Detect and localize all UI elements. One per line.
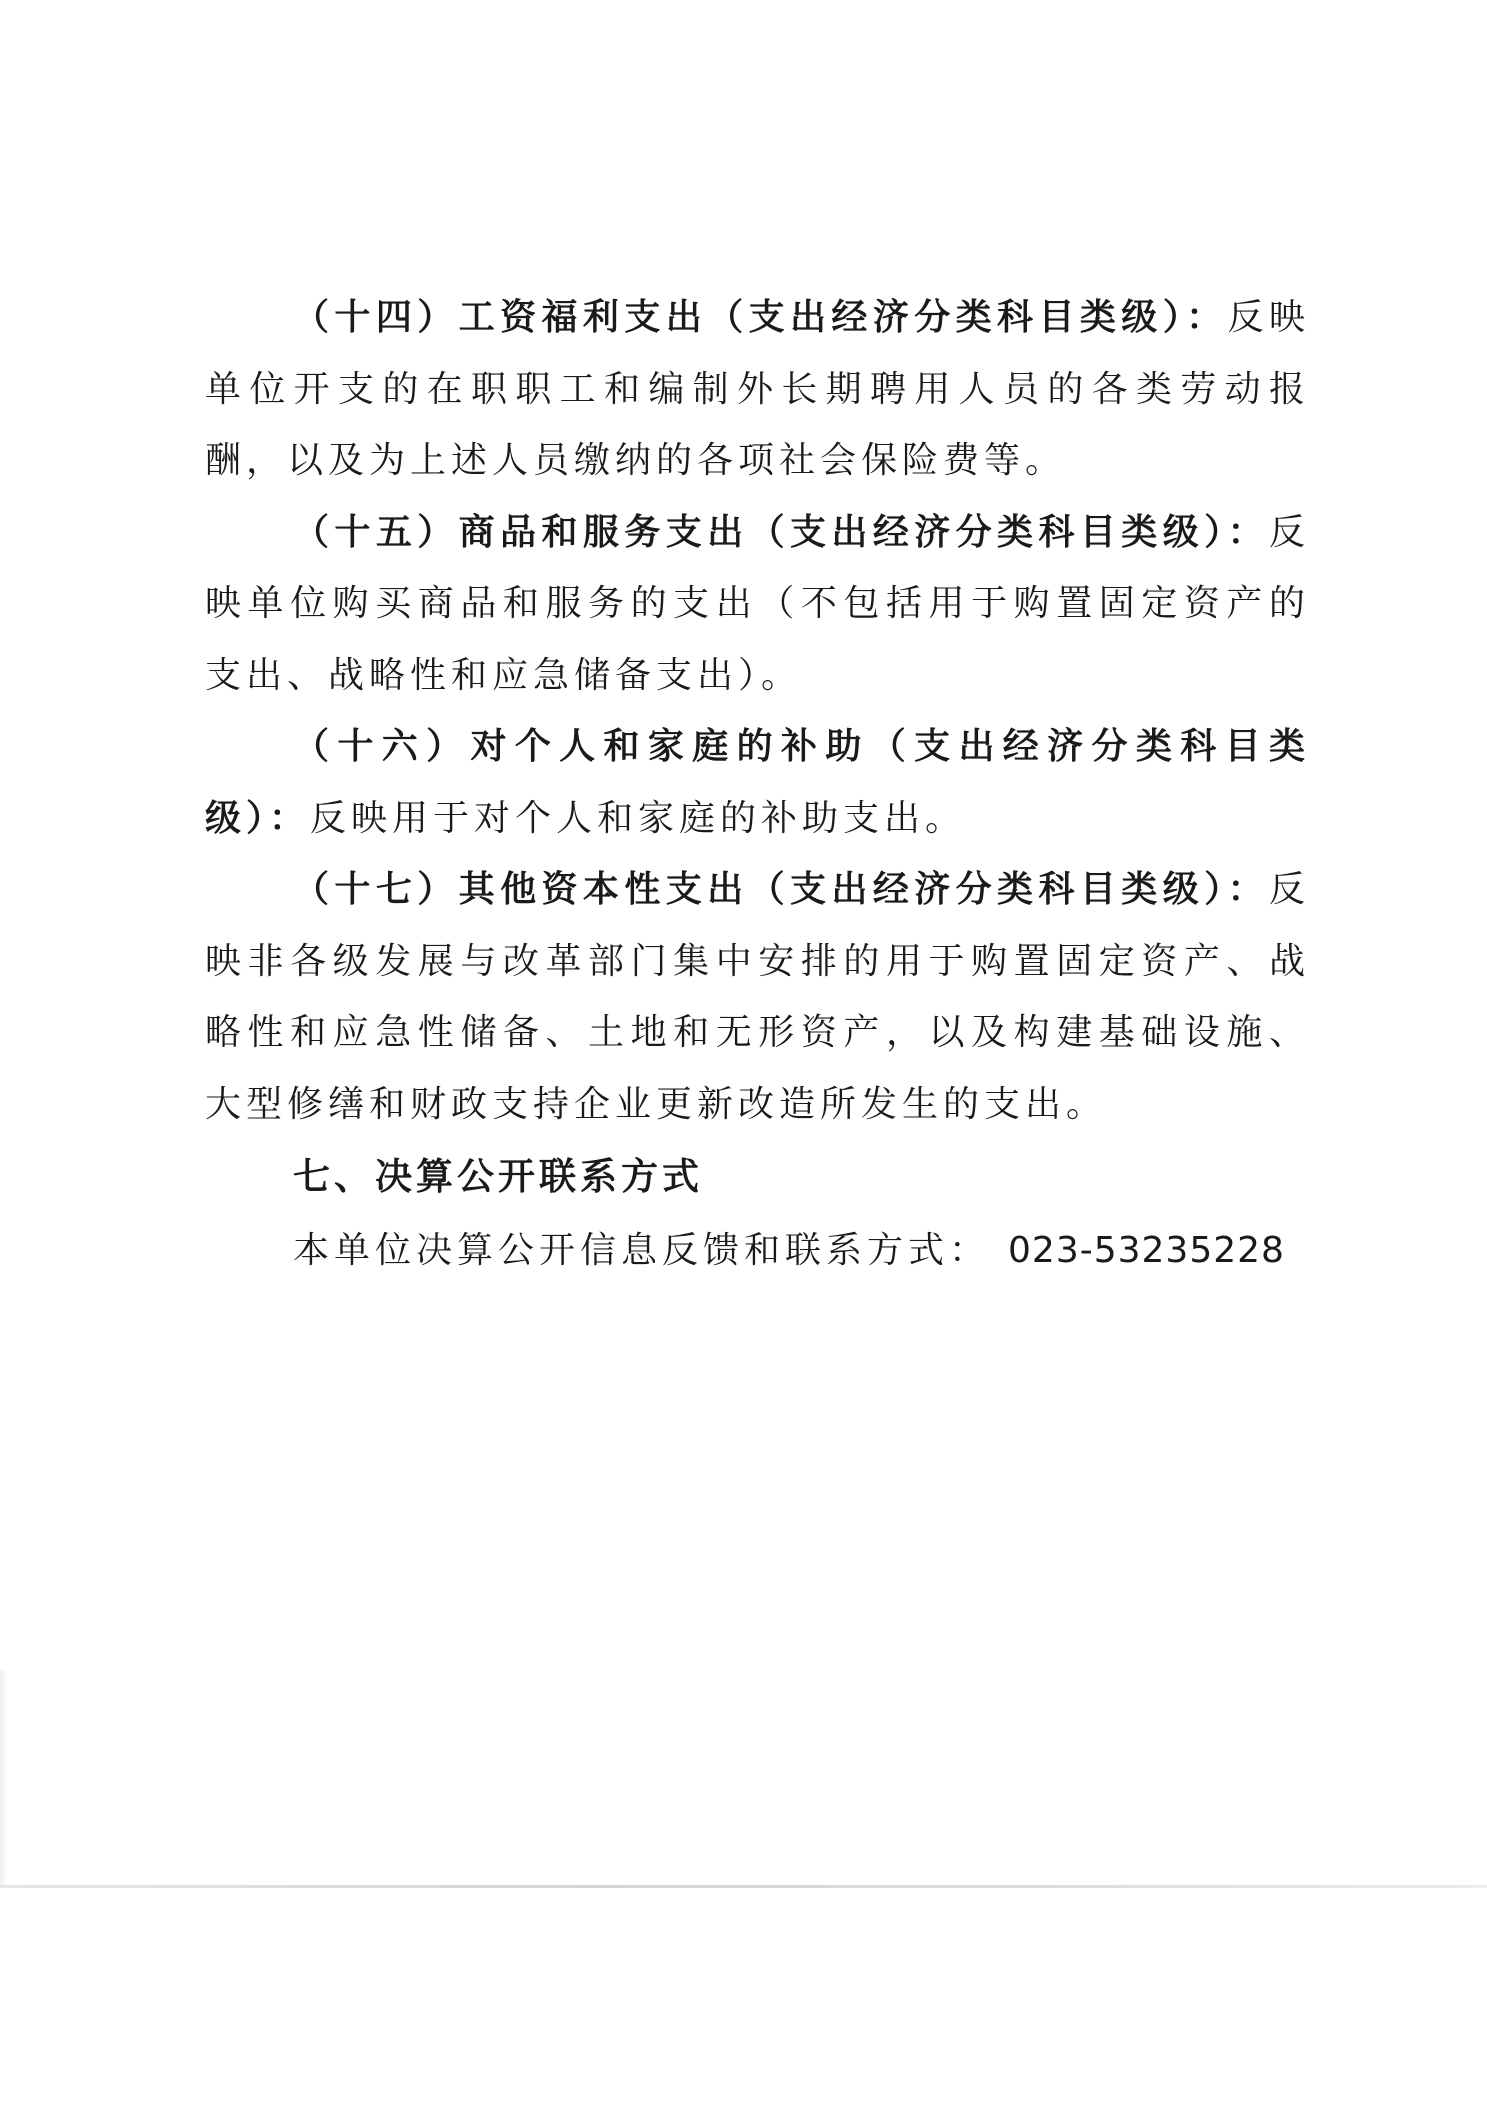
definition-term: （十六）对个人和家庭的补助（支出经济分类科目类级）： [205, 725, 1310, 839]
document-body [205, 282, 1310, 1288]
definition-item-15 [205, 497, 1310, 712]
definition-text: 反映非各级发展与改革部门集中安排的用于购置固定资产、战略性和应急性储备、土地和无形资产，以及构建基础设施、大型修缮和财政支持企业更新改造所发生的支出。 [205, 869, 1310, 1125]
definition-item-16 [205, 711, 1310, 854]
definition-text: 反映用于对个人和家庭的补助支出。 [310, 797, 967, 839]
definition-term: （十五）商品和服务支出（支出经济分类科目类级）： [293, 510, 1269, 553]
scan-shadow [0, 1670, 8, 1885]
contact-phone: 023-53235228 [1008, 1230, 1285, 1271]
definition-item-17 [205, 854, 1310, 1140]
definition-text: 反映单位开支的在职职工和编制外长期聘用人员的各类劳动报酬，以及为上述人员缴纳的各项社会保险费等。 [205, 297, 1310, 481]
section-heading: 七、决算公开联系方式 [293, 1155, 703, 1198]
contact-line [205, 1214, 1310, 1288]
contact-label: 本单位决算公开信息反馈和联系方式： [293, 1230, 991, 1271]
definition-text: 反映单位购买商品和服务的支出（不包括用于购置固定资产的支出、战略性和应急储备支出）。 [205, 511, 1310, 696]
scan-divider-line [0, 1885, 1487, 1888]
definition-term: （十七）其他资本性支出（支出经济分类科目类级）： [293, 868, 1269, 910]
definition-item-14 [205, 282, 1310, 497]
definition-term: （十四）工资福利支出（支出经济分类科目类级）： [293, 296, 1228, 338]
